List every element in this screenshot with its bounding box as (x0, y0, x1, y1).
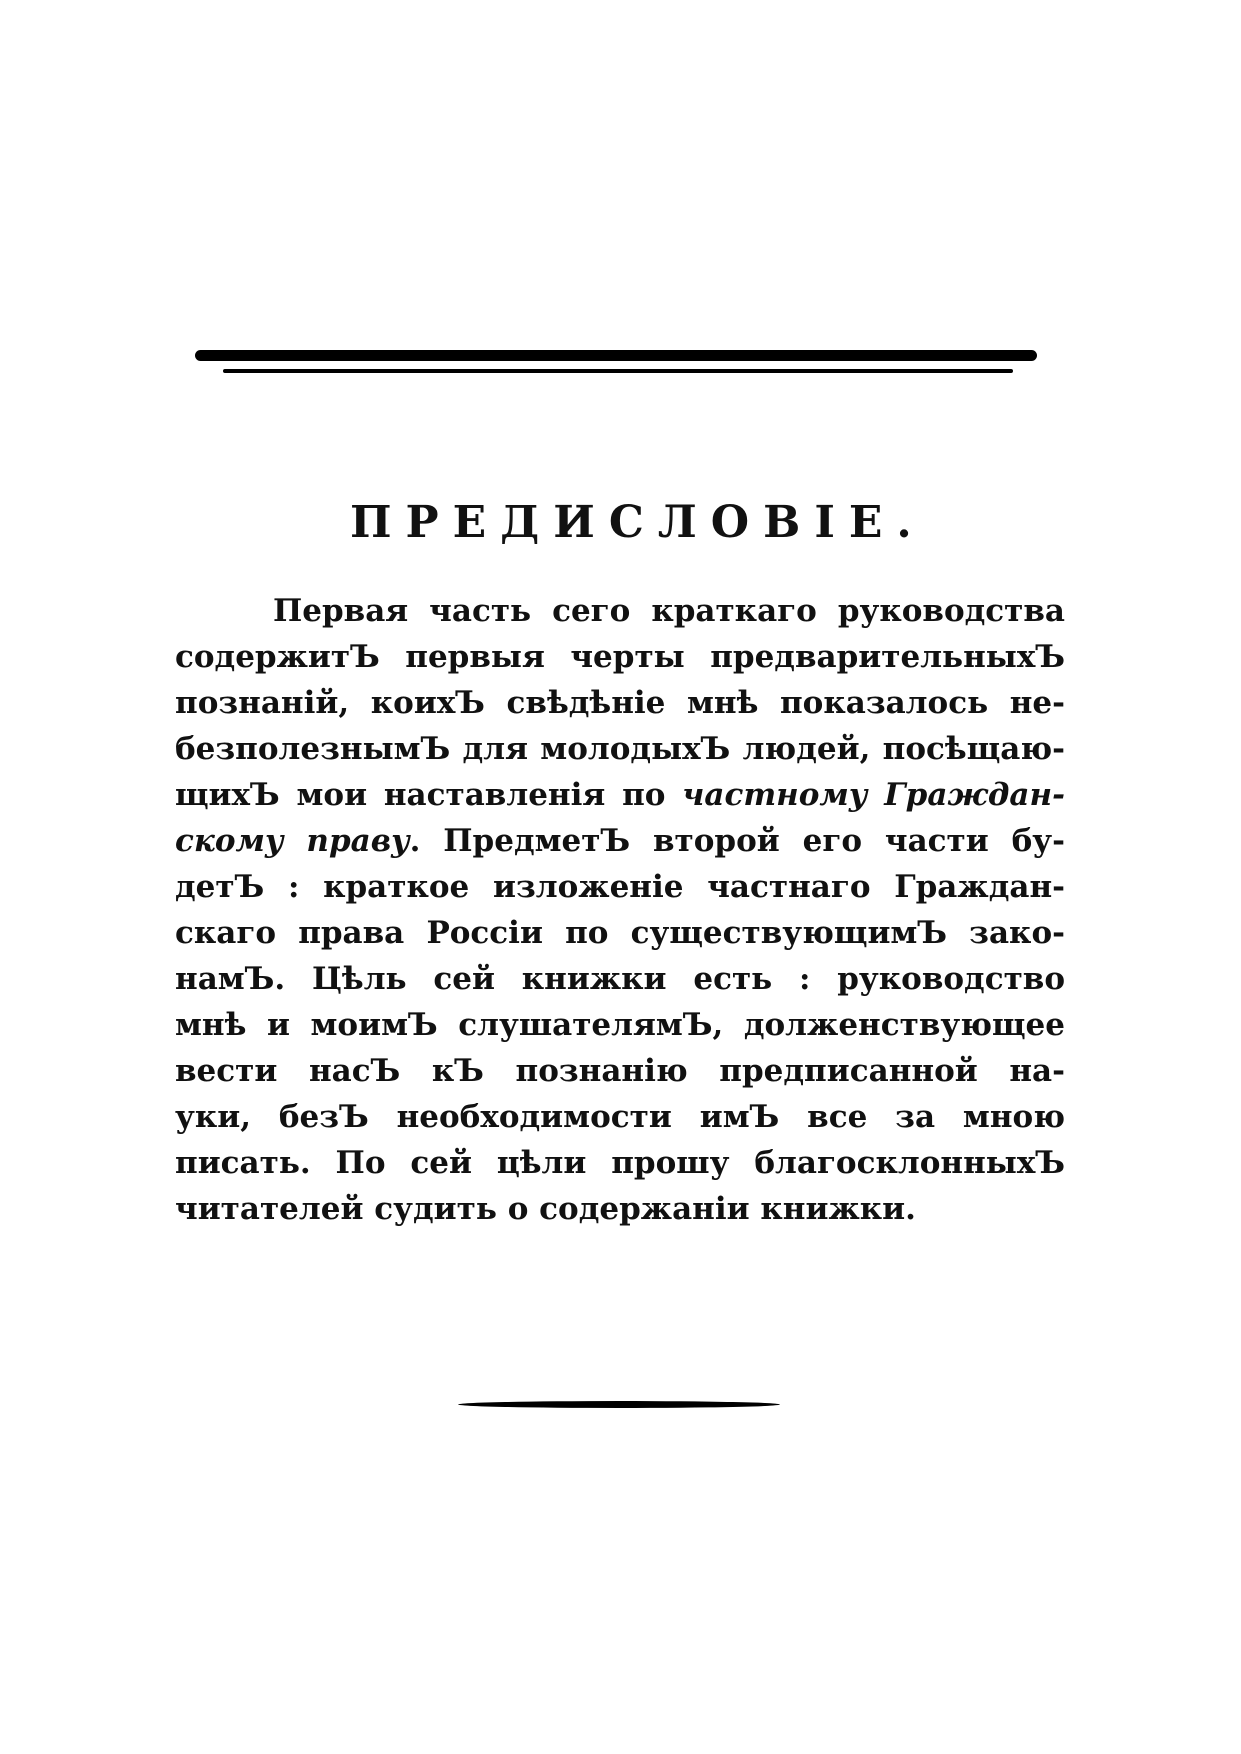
text-line: мнѣ и моимЪ слушателямЪ, долженствующее (175, 1007, 1065, 1043)
italic-phrase: скому праву (175, 823, 410, 859)
top-double-rule (195, 350, 1037, 378)
text-line: безполезнымЪ для молодыхЪ людей, посѣщаю- (175, 731, 1065, 767)
text-line: щихЪ мои наставленія по частному Граждан- (175, 777, 1065, 813)
preface-paragraph (175, 588, 1065, 1232)
text-line: познаній, коихЪ свѣдѣніе мнѣ показалось не- (175, 685, 1065, 721)
text-line: Первая часть сего краткаго руководства (273, 593, 1065, 629)
text-line: читателей судить о содержаніи книжки. (175, 1191, 916, 1227)
text-line: содержитЪ первыя черты предварительныхЪ (175, 639, 1065, 675)
text-line: детЪ : краткое изложеніе частнаго Граждан- (175, 869, 1065, 905)
text-line: скаго права Россіи по существующимЪ зако- (175, 915, 1065, 951)
text-line: вести насЪ кЪ познанію предписанной на- (175, 1053, 1065, 1089)
top-rule-thick (195, 350, 1037, 361)
text-line: уки, безЪ необходимости имЪ все за мною (175, 1099, 1065, 1135)
top-rule-thin (223, 369, 1013, 373)
page-title: ПРЕДИСЛОВІЕ. (350, 497, 926, 548)
bottom-rule (458, 1401, 780, 1408)
text-line: скому праву. ПредметЪ второй его части бу- (175, 823, 1065, 859)
text-line: писать. По сей цѣли прошу благосклонныхЪ (175, 1145, 1065, 1181)
text-line: намЪ. Цѣль сей книжки есть : руководство (175, 961, 1065, 997)
italic-phrase: частному Граждан- (682, 777, 1065, 813)
